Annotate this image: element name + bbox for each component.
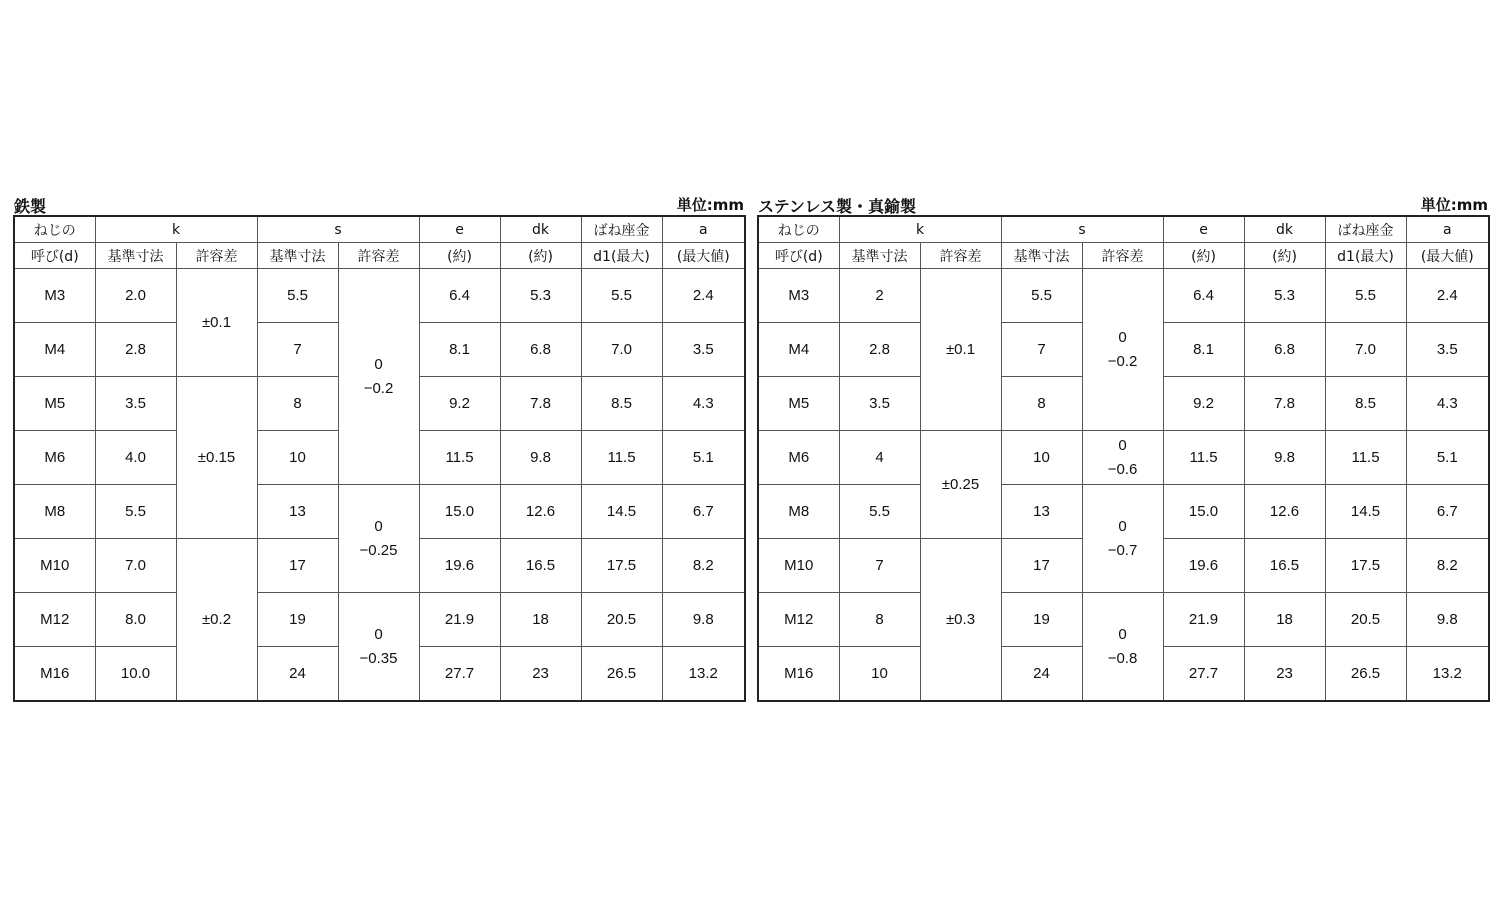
cell-e: 9.2 [419,377,500,431]
header-k-base: 基準寸法 [95,243,176,269]
s-tol-upper: 0 [374,625,383,643]
cell-s-base: 13 [1001,485,1082,539]
header-k: k [95,216,257,243]
cell-e: 27.7 [419,647,500,702]
stainless-caption [757,192,1488,215]
cell-a: 4.3 [662,377,745,431]
s-tol-lower: −0.7 [1107,541,1138,559]
iron-spec-table [13,215,746,702]
cell-dk: 16.5 [500,539,581,593]
cell-k-base: 8 [839,593,920,647]
cell-s-tolerance [1082,485,1163,593]
cell-thread-size: M6 [758,431,839,485]
cell-dk: 18 [500,593,581,647]
cell-k-tolerance: ±0.25 [920,431,1001,539]
cell-k-base: 10 [839,647,920,702]
cell-s-tolerance [1082,593,1163,702]
cell-a: 4.3 [1406,377,1489,431]
cell-a: 13.2 [662,647,745,702]
cell-d1: 7.0 [581,323,662,377]
cell-dk: 18 [1244,593,1325,647]
cell-dk: 9.8 [500,431,581,485]
cell-e: 15.0 [1163,485,1244,539]
cell-a: 3.5 [1406,323,1489,377]
cell-s-base: 17 [257,539,338,593]
header-name-line2: 呼び(d) [758,243,839,269]
cell-d1: 8.5 [581,377,662,431]
header-s-base: 基準寸法 [257,243,338,269]
s-tol-lower: −0.6 [1107,460,1138,478]
cell-thread-size: M6 [14,431,95,485]
stainless-unit-label: 単位:mm [1420,196,1488,214]
s-tol-lower: −0.35 [359,649,398,667]
s-tol-upper: 0 [1118,625,1127,643]
header-e: e [1163,216,1244,243]
cell-a: 6.7 [1406,485,1489,539]
s-tol-lower: −0.2 [1107,352,1138,370]
header-d1-line2: d1(最大) [581,243,662,269]
cell-s-base: 19 [257,593,338,647]
iron-caption [13,192,744,215]
cell-e: 11.5 [1163,431,1244,485]
header-a: a [662,216,745,243]
cell-a: 13.2 [1406,647,1489,702]
header-k-tol: 許容差 [176,243,257,269]
header-name-line2: 呼び(d) [14,243,95,269]
cell-k-tolerance: ±0.15 [176,377,257,539]
table-row [14,593,745,647]
cell-k-base: 7.0 [95,539,176,593]
table-row [14,269,745,323]
cell-k-tolerance: ±0.1 [176,269,257,377]
header-s: s [1001,216,1163,243]
cell-thread-size: M10 [14,539,95,593]
cell-a: 3.5 [662,323,745,377]
cell-e: 8.1 [1163,323,1244,377]
header-row-top [758,216,1489,243]
s-tol-lower: −0.8 [1107,649,1138,667]
header-s-base: 基準寸法 [1001,243,1082,269]
cell-k-base: 4.0 [95,431,176,485]
cell-dk: 9.8 [1244,431,1325,485]
cell-k-base: 3.5 [839,377,920,431]
s-tol-lower: −0.2 [363,379,394,397]
header-dk: dk [1244,216,1325,243]
cell-k-base: 4 [839,431,920,485]
cell-thread-size: M5 [758,377,839,431]
cell-e: 8.1 [419,323,500,377]
table-row [758,485,1489,539]
cell-dk: 23 [500,647,581,702]
cell-k-base: 2.0 [95,269,176,323]
cell-s-tolerance [338,485,419,593]
header-d1-line1: ばね座金 [1325,216,1406,243]
header-row-top [14,216,745,243]
cell-s-base: 10 [257,431,338,485]
cell-s-base: 19 [1001,593,1082,647]
cell-s-base: 7 [257,323,338,377]
cell-s-base: 5.5 [1001,269,1082,323]
cell-d1: 17.5 [581,539,662,593]
header-d1-line1: ばね座金 [581,216,662,243]
cell-a: 5.1 [662,431,745,485]
cell-a: 8.2 [662,539,745,593]
cell-a: 8.2 [1406,539,1489,593]
header-e: e [419,216,500,243]
cell-s-tolerance [338,593,419,702]
cell-s-tolerance [1082,269,1163,431]
header-row-bottom [758,243,1489,269]
cell-k-base: 5.5 [839,485,920,539]
s-tol-lower: −0.25 [359,541,398,559]
cell-s-base: 24 [1001,647,1082,702]
cell-s-base: 17 [1001,539,1082,593]
cell-e: 6.4 [419,269,500,323]
cell-thread-size: M5 [14,377,95,431]
cell-a: 9.8 [1406,593,1489,647]
cell-s-base: 5.5 [257,269,338,323]
header-k-tol: 許容差 [920,243,1001,269]
cell-d1: 14.5 [581,485,662,539]
table-row [758,593,1489,647]
cell-thread-size: M16 [758,647,839,702]
cell-e: 19.6 [1163,539,1244,593]
table-row [758,431,1489,485]
s-tol-upper: 0 [374,355,383,373]
cell-d1: 11.5 [1325,431,1406,485]
cell-d1: 8.5 [1325,377,1406,431]
cell-k-base: 5.5 [95,485,176,539]
cell-thread-size: M3 [758,269,839,323]
cell-k-base: 10.0 [95,647,176,702]
cell-e: 9.2 [1163,377,1244,431]
cell-thread-size: M12 [14,593,95,647]
cell-d1: 17.5 [1325,539,1406,593]
header-e-sub: (約) [419,243,500,269]
cell-s-base: 13 [257,485,338,539]
cell-a: 2.4 [662,269,745,323]
cell-dk: 5.3 [1244,269,1325,323]
cell-s-tolerance [1082,431,1163,485]
stainless-spec-table [757,215,1490,702]
cell-dk: 7.8 [500,377,581,431]
table-row [14,485,745,539]
header-a: a [1406,216,1489,243]
header-k: k [839,216,1001,243]
header-name-line1: ねじの [758,216,839,243]
cell-dk: 5.3 [500,269,581,323]
s-tol-upper: 0 [374,517,383,535]
cell-thread-size: M4 [758,323,839,377]
cell-dk: 12.6 [500,485,581,539]
header-e-sub: (約) [1163,243,1244,269]
header-a-sub: (最大値) [662,243,745,269]
cell-d1: 5.5 [1325,269,1406,323]
cell-k-base: 2 [839,269,920,323]
cell-d1: 14.5 [1325,485,1406,539]
cell-a: 2.4 [1406,269,1489,323]
cell-e: 21.9 [419,593,500,647]
cell-thread-size: M4 [14,323,95,377]
cell-d1: 5.5 [581,269,662,323]
header-s-tol: 許容差 [338,243,419,269]
cell-s-base: 24 [257,647,338,702]
s-tol-upper: 0 [1118,436,1127,454]
cell-s-base: 8 [257,377,338,431]
cell-d1: 26.5 [581,647,662,702]
cell-k-tolerance: ±0.2 [176,539,257,702]
cell-k-tolerance: ±0.1 [920,269,1001,431]
header-dk-sub: (約) [1244,243,1325,269]
cell-dk: 16.5 [1244,539,1325,593]
cell-a: 9.8 [662,593,745,647]
cell-dk: 7.8 [1244,377,1325,431]
header-d1-line2: d1(最大) [1325,243,1406,269]
s-tol-upper: 0 [1118,328,1127,346]
cell-e: 11.5 [419,431,500,485]
cell-k-base: 3.5 [95,377,176,431]
cell-e: 6.4 [1163,269,1244,323]
cell-d1: 26.5 [1325,647,1406,702]
cell-s-base: 7 [1001,323,1082,377]
cell-thread-size: M12 [758,593,839,647]
cell-k-base: 7 [839,539,920,593]
cell-thread-size: M3 [14,269,95,323]
header-s-tol: 許容差 [1082,243,1163,269]
cell-s-base: 8 [1001,377,1082,431]
iron-table-title: 鉄製 [14,197,47,216]
cell-k-tolerance: ±0.3 [920,539,1001,702]
iron-spec-panel [13,192,744,702]
header-dk: dk [500,216,581,243]
header-row-bottom [14,243,745,269]
table-row [758,269,1489,323]
cell-e: 21.9 [1163,593,1244,647]
cell-d1: 20.5 [1325,593,1406,647]
header-s: s [257,216,419,243]
cell-k-base: 2.8 [839,323,920,377]
cell-e: 19.6 [419,539,500,593]
cell-a: 5.1 [1406,431,1489,485]
cell-s-tolerance [338,269,419,485]
s-tol-upper: 0 [1118,517,1127,535]
cell-thread-size: M8 [758,485,839,539]
stainless-table-title: ステンレス製・真鍮製 [758,197,917,216]
iron-unit-label: 単位:mm [676,196,744,214]
header-dk-sub: (約) [500,243,581,269]
cell-dk: 6.8 [1244,323,1325,377]
cell-d1: 20.5 [581,593,662,647]
cell-dk: 6.8 [500,323,581,377]
header-name-line1: ねじの [14,216,95,243]
cell-s-base: 10 [1001,431,1082,485]
header-k-base: 基準寸法 [839,243,920,269]
cell-thread-size: M16 [14,647,95,702]
cell-e: 27.7 [1163,647,1244,702]
cell-d1: 7.0 [1325,323,1406,377]
cell-thread-size: M10 [758,539,839,593]
cell-a: 6.7 [662,485,745,539]
cell-dk: 12.6 [1244,485,1325,539]
header-a-sub: (最大値) [1406,243,1489,269]
cell-d1: 11.5 [581,431,662,485]
cell-k-base: 2.8 [95,323,176,377]
stainless-brass-spec-panel [757,192,1488,702]
cell-thread-size: M8 [14,485,95,539]
cell-dk: 23 [1244,647,1325,702]
cell-k-base: 8.0 [95,593,176,647]
cell-e: 15.0 [419,485,500,539]
